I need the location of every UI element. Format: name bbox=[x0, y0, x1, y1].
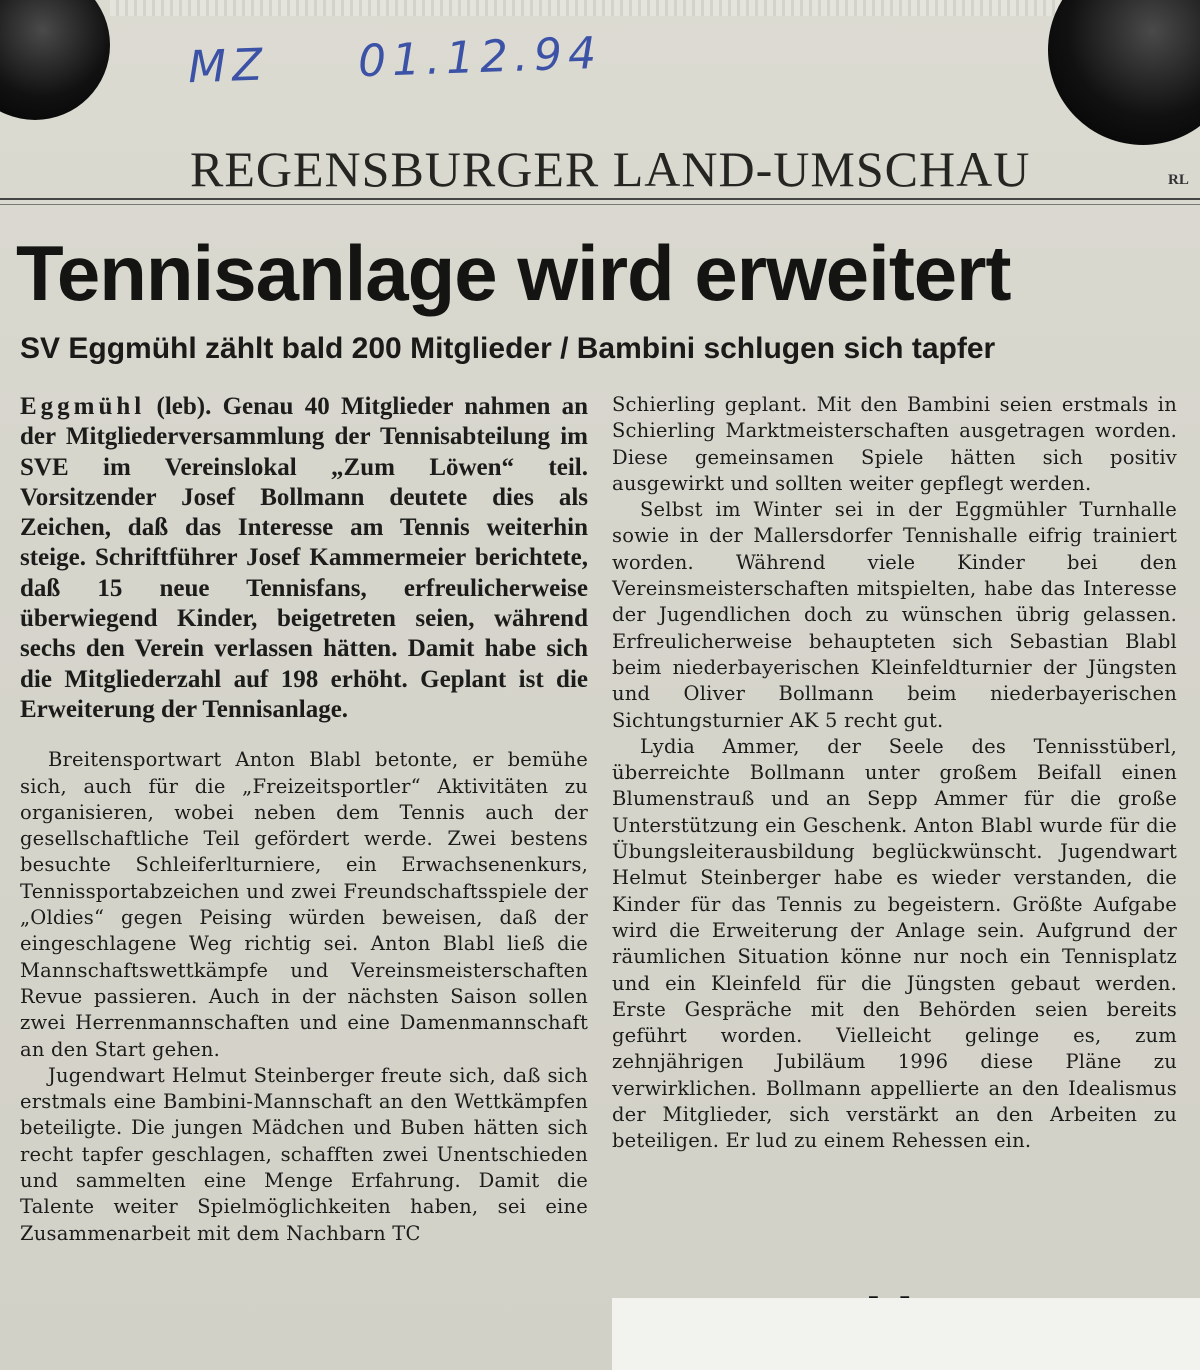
body-paragraph: Breitensportwart Anton Blabl betonte, er bemühe sich, auch für die „Freizeitsportler“ Aktivitäten zu organisieren, wobei neben dem Tennis auch der gesellschaftliche Teil gefördert werde. Zwei bestens besuchte Schleiferlturniere, ein Erwachsenenkurs, Tennissportabzeichen und zwei Freundschaftsspiele der „Oldies“ gegen Peising würden beweisen, daß der eingeschlagene Weg richtig sei. Anton Blabl ließ die Mannschaftswettkämpfe und Vereinsmeisterschaften Revue passieren. Auch in der nächsten Saison sollen zwei Herrenmannschaften und eine Damenmannschaft an den Start gehen. bbox=[20, 748, 588, 1061]
section-rule bbox=[0, 198, 1200, 200]
section-title: REGENSBURGER LAND-UMSCHAU bbox=[190, 141, 1031, 197]
article-headline: Tennisanlage wird erweitert bbox=[16, 229, 1011, 317]
lead-text: (leb). Genau 40 Mitglieder nahmen an der Mitgliederversammlung der Tennisabteilung im SVE im Vereinslokal „Zum Löwen“ teil. Vorsitzender Josef Bollmann deutete dies als Zeichen, daß das Interesse am Tennis weiterhin steige. Schriftführer Josef Kammermeier berichtete, daß 15 neue Tennisfans, erfreulicherweise überwiegend Kinder, beigetreten seien, während sechs den Verein verlassen hätten. Damit habe sich die Mitgliederzahl auf 198 erhöht. Geplant ist die Erweiterung der Tennisanlage. bbox=[20, 393, 588, 723]
handwritten-date: 01.12.94 bbox=[357, 27, 603, 88]
punch-hole-left bbox=[0, 0, 110, 120]
body-paragraph: Selbst im Winter sei in der Eggmühler Turnhalle sowie in der Mallersdorfer Tennishalle eifrig trainiert worden. Während viele Kinder bei den Vereinsmeisterschaften mitspielten, habe das Interesse der Jugendlichen doch zu wünschen übrig gelassen. Erfreulicherweise behaupteten sich Sebastian Blabl beim niederbayerischen Kleinfeldturnier der Jüngsten und Oliver Bollmann beim niederbayerischen Sichtungsturnier AK 5 recht gut. bbox=[612, 498, 1177, 732]
lead-paragraph bbox=[20, 392, 588, 725]
body-paragraph: Schierling geplant. Mit den Bambini seien erstmals in Schierling Marktmeisterschaften ausgetragen worden. Diese gemeinsamen Spiele hätten sich positiv ausgewirkt und sollten weiter gepflegt werden. bbox=[612, 393, 1177, 495]
section-rule-thin bbox=[0, 204, 1200, 205]
blank-paper-patch bbox=[612, 1298, 1200, 1370]
body-paragraph: Lydia Ammer, der Seele des Tennisstüberl, überreichte Bollmann unter großem Beifall einen Blumenstrauß und an Sepp Ammer für die große Unterstützung ein Geschenk. Anton Blabl wurde für die Übungsleiterausbildung beglückwünscht. Jugendwart Helmut Steinberger habe es wieder verstanden, die Kinder für das Tennis zu begeistern. Größte Aufgabe wird die Erweiterung der Anlage sein. Aufgrund der räumlichen Situation könne nur noch ein Tennisplatz und ein Kleinfeld für die Jüngsten gebaut werden. Erste Gespräche mit den Behörden seien bereits geführt worden. Vielleicht gelinge es, zum zehnjährigen Jubiläum 1996 diese Pläne zu verwirklichen. Bollmann appellierte an den Idealismus der Mitglieder, sich verstärkt an den Arbeiten zu beteiligen. Er lud zu einem Rehessen ein. bbox=[612, 734, 1177, 1153]
handwritten-paper: MZ bbox=[187, 39, 270, 94]
article-subheadline: SV Eggmühl zählt bald 200 Mitglieder / Bambini schlugen sich tapfer bbox=[20, 332, 996, 365]
article-column-right bbox=[612, 392, 1177, 1155]
section-tag: RL bbox=[1168, 172, 1189, 188]
article-column-left bbox=[20, 392, 588, 1247]
torn-edge bbox=[110, 0, 1060, 16]
punch-hole-right bbox=[1048, 0, 1200, 145]
handwritten-note bbox=[187, 28, 603, 93]
body-paragraph: Jugendwart Helmut Steinberger freute sich, daß sich erstmals eine Bambini-Mannschaft an den Wettkämpfen beteiligte. Die jungen Mädchen und Buben hätten sich recht tapfer geschlagen, schafften zwei Unentschieden und sammelten eine Menge Erfahrung. Damit die Talente weiter Spielmöglichkeiten haben, sei eine Zusammenarbeit mit dem Nachbarn TC bbox=[20, 1063, 588, 1245]
dateline-place: Eggmühl bbox=[20, 393, 146, 420]
